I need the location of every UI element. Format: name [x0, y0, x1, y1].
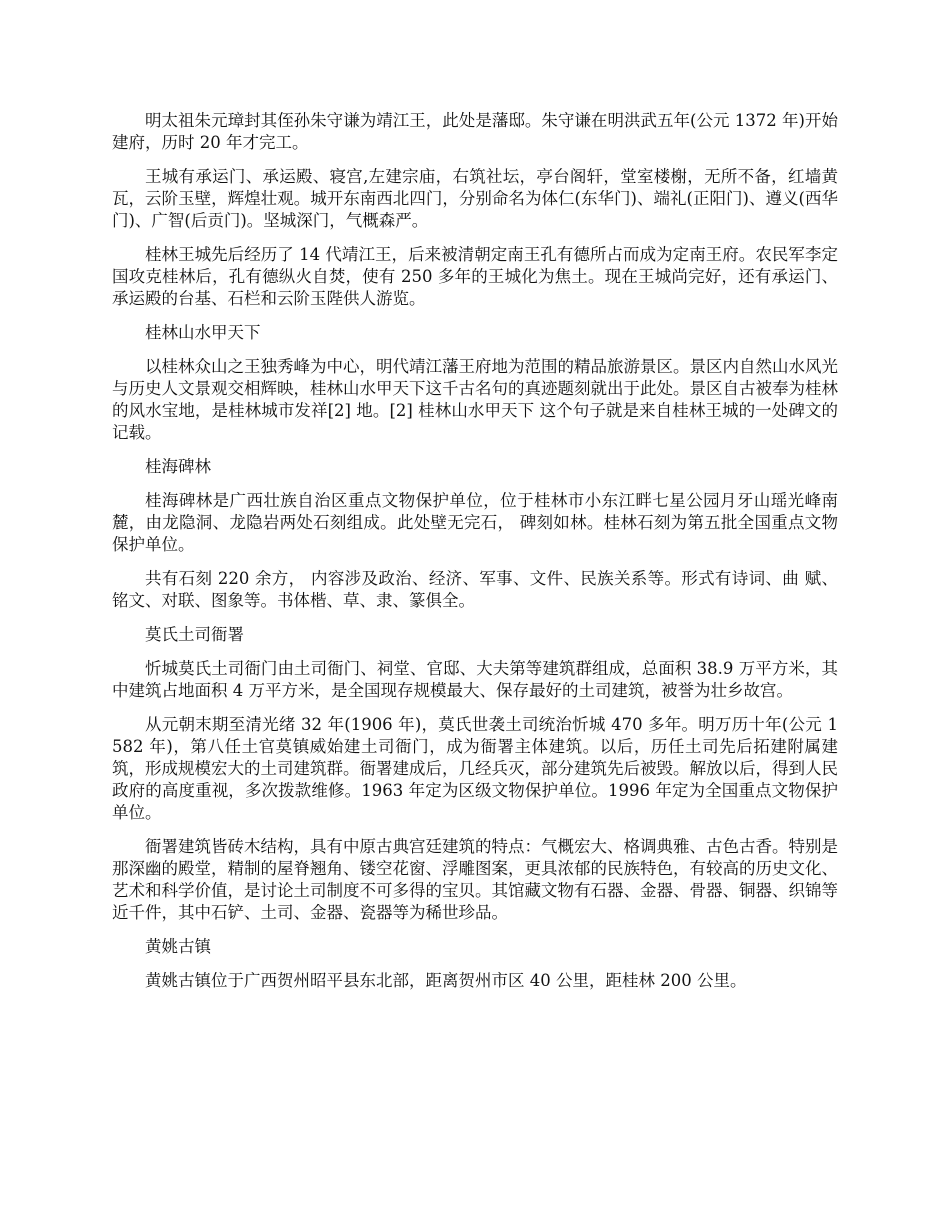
paragraph-guilin-shanshui: 以桂林众山之王独秀峰为中心，明代靖江藩王府地为范围的精品旅游景区。景区内自然山水风光与历史人文景观交相辉映，桂林山水甲天下这千古名句的真迹题刻就出于此处。景区自古被奉为桂林的风水宝地，是桂林城市发祥[2] 地。[2] 桂林山水甲天下 这个句子就是来自桂林王城的一处碑文的记载。 [112, 357, 838, 442]
section-heading-huangyao: 黄姚古镇 [145, 937, 211, 956]
paragraph-wangcheng-layout: 王城有承运门、承运殿、寝宫,左建宗庙，右筑社坛，亭台阁轩，堂室楼榭，无所不备，红墙黄瓦，云阶玉壁，辉煌壮观。城开东南西北四门，分别命名为体仁(东华门)、端礼(正阳门)、遵义(西华门)、广智(后贡门)。坚城深门，气概森严。 [112, 167, 838, 230]
section-heading-guihai-beilin: 桂海碑林 [145, 457, 211, 476]
paragraph-moshi-tusi-history: 从元朝末期至清光绪 32 年(1906 年)，莫氏世袭土司统治忻城 470 多年。明万历十年(公元 1582 年)，第八任土官莫镇威始建土司衙门，成为衙署主体建筑。以后，历任土司先后拓建附属建筑，形成规模宏大的土司建筑群。衙署建成后，几经兵灭，部分建筑先后被毁。解放以后，得到人民政府的高度重视，多次拨款维修。1963 年定为区级文物保护单位。1996 年定为全国重点文物保护单位。 [112, 715, 838, 822]
paragraph-guihai-beilin-intro: 桂海碑林是广西壮族自治区重点文物保护单位，位于桂林市小东江畔七星公园月牙山瑶光峰南麓，由龙隐洞、龙隐岩两处石刻组成。此处壁无完石， 碑刻如林。桂林石刻为第五批全国重点文物保护单位。 [112, 491, 838, 554]
paragraph-wangcheng-history: 桂林王城先后经历了 14 代靖江王，后来被清朝定南王孔有德所占而成为定南王府。农民军李定国攻克桂林后，孔有德纵火自焚，使有 250 多年的王城化为焦土。现在王城尚完好，还有承运门、承运殿的台基、石栏和云阶玉陛供人游览。 [112, 245, 838, 308]
paragraph-wangcheng-founding: 明太祖朱元璋封其侄孙朱守谦为靖江王，此处是藩邸。朱守谦在明洪武五年(公元 1372 年)开始建府，历时 20 年才完工。 [112, 111, 838, 152]
section-heading-guilin-shanshui: 桂林山水甲天下 [145, 323, 261, 342]
paragraph-huangyao-location: 黄姚古镇位于广西贺州昭平县东北部，距离贺州市区 40 公里，距桂林 200 公里。 [145, 971, 747, 990]
paragraph-guihai-beilin-inscriptions: 共有石刻 220 余方， 内容涉及政治、经济、军事、文件、民族关系等。形式有诗词、曲 赋、铭文、对联、图象等。书体楷、草、隶、篆俱全。 [112, 569, 838, 610]
paragraph-moshi-tusi-composition: 忻城莫氏土司衙门由土司衙门、祠堂、官邸、大夫第等建筑群组成，总面积 38.9 万平方米，其中建筑占地面积 4 万平方米，是全国现存规模最大、保存最好的土司建筑，被誉为壮乡故宫。 [112, 659, 838, 700]
section-heading-moshi-tusi: 莫氏土司衙署 [145, 625, 244, 644]
paragraph-moshi-tusi-architecture: 衙署建筑皆砖木结构，具有中原古典宫廷建筑的特点：气概宏大、格调典雅、古色古香。特别是那深幽的殿堂，精制的屋脊翘角、镂空花窗、浮雕图案，更具浓郁的民族特色，有较高的历史文化、艺术和科学价值，是讨论土司制度不可多得的宝贝。其馆藏文物有石器、金器、骨器、铜器、织锦等近千件，其中石铲、土司、金器、瓷器等为稀世珍品。 [112, 837, 838, 922]
